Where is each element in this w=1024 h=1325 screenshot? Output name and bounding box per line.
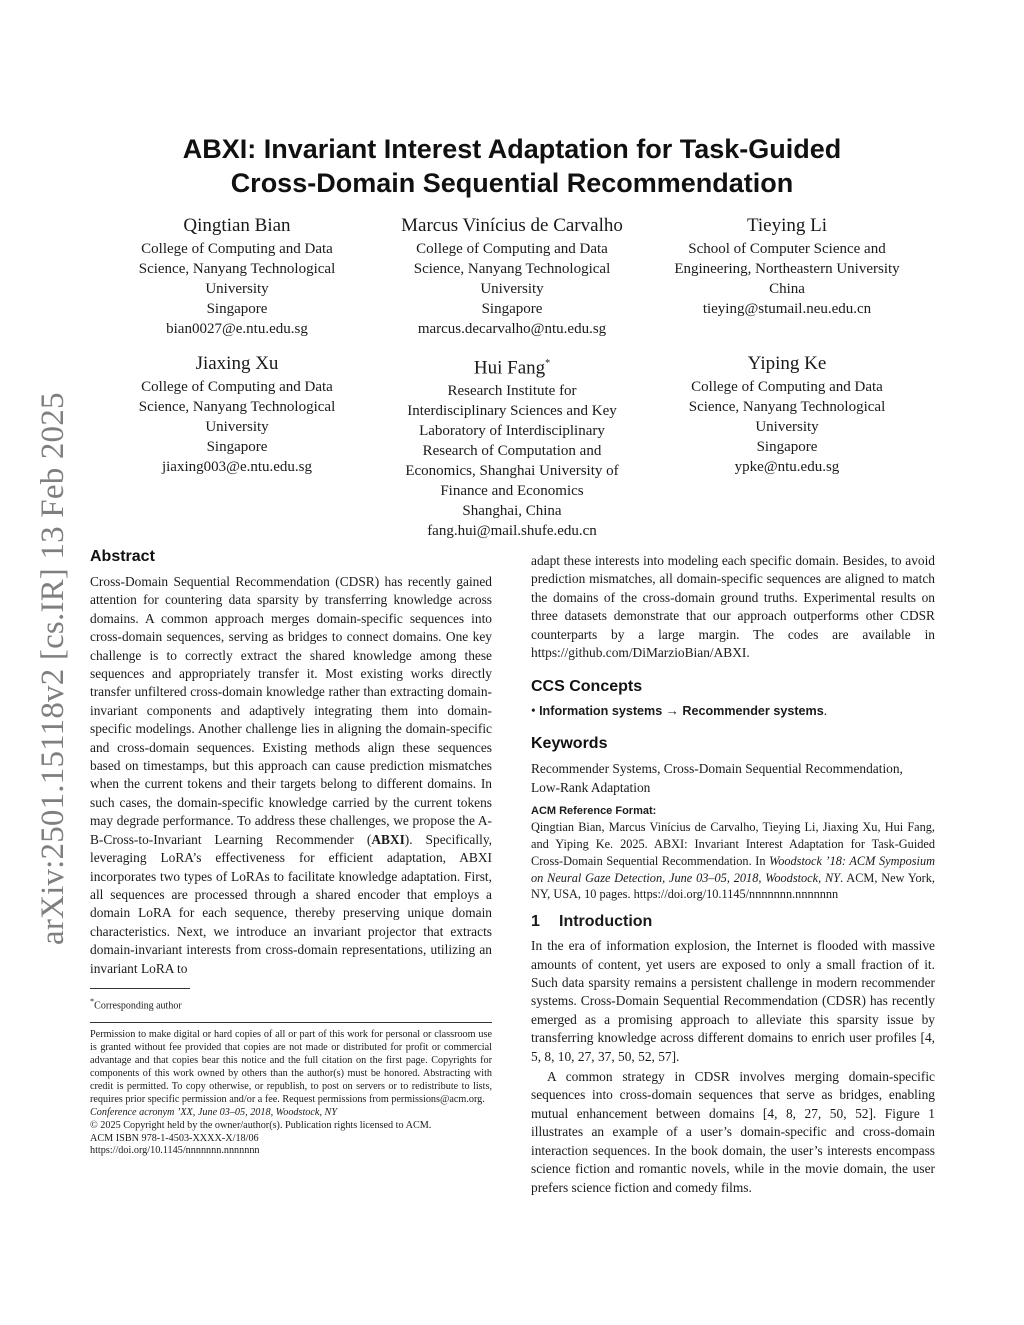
abstract-text: Cross-Domain Sequential Recommendation (CDSR) has recently gained attention for countering data sparsity by transferring knowledge across domains. A common approach merges domain-specific sequences into cross-domain sequences, serving as bridges to connect domains. One key challenge is to correctly extract the shared knowledge among these sequences and appropriately transfer it. Most existing works directly transfer unfiltered cross-domain knowledge rather than extracting domain-invariant components and adaptively integrating them into domain-specific modelings. Another challenge lies in aligning the domain-specific and cross-domain sequences. Existing methods align these sequences based on timestamps, but this approach can cause prediction mismatches when the current tokens and their targets belong to different domains. In such cases, the domain-specific knowledge carried by the current tokens may degrade performance. To address these challenges, we propose the A-B-Cross-to-Invariant Learning Recommender (ABXI). Specifically, leveraging LoRA’s effectiveness for efficient adaptation, ABXI incorporates two types of LoRAs to facilitate knowledge adaptation. First, all sequences are processed through a shared encoder that employs a domain LoRA for each sequence, thereby preserving unique domain characteristics. Next, we introduce an invariant projector that extracts domain-invariant interests from cross-domain representations, utilizing an invariant LoRA to bbox=[90, 574, 492, 976]
author-block bbox=[656, 352, 918, 477]
arxiv-identifier: arXiv:2501.15118v2 [cs.IR] 13 Feb 2025 bbox=[35, 392, 71, 945]
permission-block bbox=[90, 1029, 492, 1158]
author-affiliation: Research of Computation and bbox=[422, 443, 602, 460]
introduction-heading: 1 Introduction bbox=[531, 913, 653, 931]
author-affiliation: University bbox=[755, 419, 819, 435]
author-affiliation: Laboratory of Interdisciplinary bbox=[419, 423, 605, 440]
author-country: Singapore bbox=[481, 301, 543, 317]
keywords-text: Recommender Systems, Cross-Domain Sequential Recommendation, Low-Rank Adaptation bbox=[531, 761, 903, 795]
author-country: Singapore bbox=[206, 439, 268, 455]
introduction-paragraph: A common strategy in CDSR involves merging domain-specific sequences into cross-domain sequences that serve as bridges, enabling mutual enhancement between domains [4, 8, 27, 50, 52]. Figure 1 illustrates an example of a user’s domain-specific and cross-domain interaction sequences. In the book domain, the user’s interests encompass science fiction and romantic novels, while in the movie domain, the user prefers science fiction and comedy films. bbox=[531, 1069, 935, 1195]
conference-line: Conference acronym ’XX, June 03–05, 2018, Woodstock, NY bbox=[90, 1106, 338, 1118]
corresponding-mark: * bbox=[545, 358, 551, 369]
title-line-2: Cross-Domain Sequential Recommendation bbox=[230, 168, 794, 198]
permission-divider bbox=[90, 1022, 492, 1023]
author-block bbox=[106, 352, 368, 477]
author-name: Hui Fang* bbox=[473, 357, 551, 379]
paper-title bbox=[90, 132, 934, 200]
author-affiliation: Research Institute for bbox=[447, 383, 577, 400]
isbn-line: ACM ISBN 978-1-4503-XXXX-X/18/06 bbox=[90, 1132, 259, 1144]
author-affiliation: Finance and Economics bbox=[440, 483, 584, 500]
author-affiliation: Science, Nanyang Technological bbox=[413, 261, 611, 277]
author-email: marcus.decarvalho@ntu.edu.sg bbox=[417, 321, 607, 337]
author-affiliation: School of Computer Science and bbox=[688, 241, 886, 257]
author-email: ypke@ntu.edu.sg bbox=[734, 459, 840, 475]
permission-text: Permission to make digital or hard copies of all or part of this work for personal or classroom use is granted without fee provided that copies are not made or distributed for profit or commercial advantage and that copies bear this notice and the full citation on the first page. Copyrights for components of this work owned by others than the author(s) must be honored. Abstracting with credit is permitted. To copy otherwise, or republish, to post on servers or to redistribute to lists, requires prior specific permission and/or a fee. Request permissions from permissions@acm.org. bbox=[90, 1029, 492, 1105]
footnote-divider bbox=[90, 988, 190, 989]
title-line-1: ABXI: Invariant Interest Adaptation for Task-Guided bbox=[182, 134, 842, 164]
author-email: bian0027@e.ntu.edu.sg bbox=[166, 321, 308, 337]
ccs-concepts: • Information systems → Recommender systems. bbox=[531, 703, 828, 719]
acm-reference-heading: ACM Reference Format: bbox=[531, 805, 657, 818]
acm-reference-text: Qingtian Bian, Marcus Vinícius de Carvalho, Tieying Li, Jiaxing Xu, Hui Fang, and Yiping Ke. 2025. ABXI: Invariant Interest Adaptation for Task-Guided Cross-Domain Sequential Recommendation. In Woodstock ’18: ACM Symposium on Neural Gaze Detection, June 03–05, 2018, Woodstock, NY. ACM, New York, NY, USA, 10 pages. https://doi.org/10.1145/nnnnnnn.nnnnnnn bbox=[531, 820, 935, 902]
abstract-heading: Abstract bbox=[90, 548, 155, 565]
introduction-paragraph: In the era of information explosion, the Internet is flooded with massive amounts of content, yet users are exposed to only a small fraction of it. Such data sparsity remains a persistent challenge in modern recommender systems. Cross-Domain Sequential Recommendation (CDSR) has recently emerged as a promising approach to alleviate this sparsity issue by transferring knowledge across different domains to enrich user profiles [4, 5, 8, 10, 27, 37, 50, 52, 57]. bbox=[531, 938, 935, 1064]
keywords-heading: Keywords bbox=[531, 735, 608, 753]
author-name: Yiping Ke bbox=[747, 353, 827, 374]
author-affiliation: Science, Nanyang Technological bbox=[138, 399, 336, 415]
abstract-continuation: adapt these interests into modeling each specific domain. Besides, to avoid prediction mismatches, all domain-specific sequences are aligned to match the domains of the cross-domain ground truths. Experimental results on three datasets demonstrate that our approach outperforms other CDSR counterparts by a large margin. The codes are available in https://github.com/DiMarzioBian/ABXI. bbox=[531, 553, 935, 661]
author-email: tieying@stumail.neu.edu.cn bbox=[702, 301, 872, 317]
author-email: jiaxing003@e.ntu.edu.sg bbox=[161, 459, 313, 475]
author-block bbox=[381, 352, 643, 541]
author-affiliation: Interdisciplinary Sciences and Key bbox=[407, 403, 617, 420]
author-affiliation: University bbox=[205, 419, 269, 435]
author-affiliation: College of Computing and Data bbox=[416, 241, 608, 257]
author-name: Tieying Li bbox=[746, 215, 828, 236]
left-column bbox=[90, 548, 492, 1158]
copyright-line: © 2025 Copyright held by the owner/author(s). Publication rights licensed to ACM. bbox=[90, 1119, 432, 1131]
author-affiliation: College of Computing and Data bbox=[691, 379, 883, 395]
ccs-heading: CCS Concepts bbox=[531, 678, 643, 696]
author-country: Singapore bbox=[206, 301, 268, 317]
right-column bbox=[531, 552, 935, 1197]
author-affiliation: Economics, Shanghai University of bbox=[405, 463, 619, 480]
author-country: Shanghai, China bbox=[462, 503, 562, 520]
author-country: Singapore bbox=[756, 439, 818, 455]
author-name: Qingtian Bian bbox=[183, 215, 291, 236]
author-country: China bbox=[769, 281, 805, 297]
author-affiliation: University bbox=[480, 281, 544, 297]
author-affiliation: Science, Nanyang Technological bbox=[688, 399, 886, 415]
author-affiliation: College of Computing and Data bbox=[141, 241, 333, 257]
author-affiliation: College of Computing and Data bbox=[141, 379, 333, 395]
author-block bbox=[381, 214, 643, 339]
footnote: *Corresponding author bbox=[90, 996, 182, 1012]
abstract-bold-acronym: ABXI bbox=[371, 831, 405, 847]
author-affiliation: University bbox=[205, 281, 269, 297]
author-block bbox=[656, 214, 918, 319]
author-block bbox=[106, 214, 368, 339]
author-name: Jiaxing Xu bbox=[195, 353, 279, 374]
author-affiliation: Engineering, Northeastern University bbox=[674, 261, 900, 277]
author-email: fang.hui@mail.shufe.edu.cn bbox=[427, 523, 597, 540]
author-affiliation: Science, Nanyang Technological bbox=[138, 261, 336, 277]
doi-line: https://doi.org/10.1145/nnnnnnn.nnnnnnn bbox=[90, 1145, 260, 1157]
author-name: Marcus Vinícius de Carvalho bbox=[401, 215, 623, 236]
